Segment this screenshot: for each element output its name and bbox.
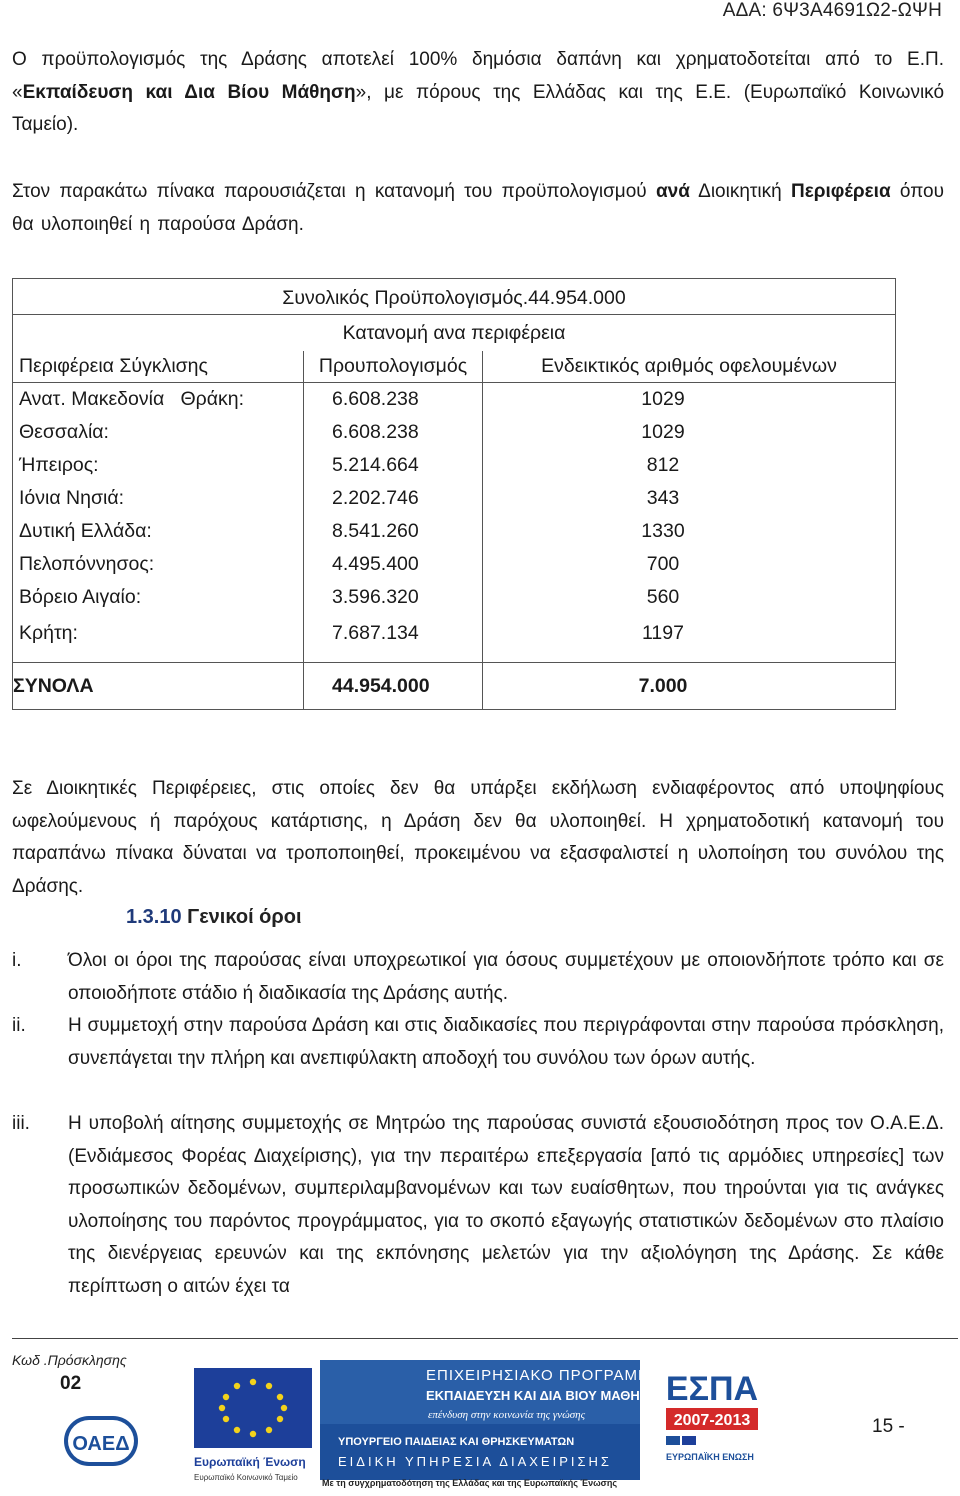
- table-row: [13, 515, 896, 548]
- table-row: [13, 614, 896, 663]
- esf-label: Ευρωπαϊκό Κοινωνικό Ταμείο: [194, 1473, 298, 1482]
- intro-paragraph-2: [12, 176, 944, 241]
- term-marker: i.: [12, 950, 22, 971]
- text-span: όπου θα υλοποιηθεί η παρούσα Δράση.: [12, 181, 945, 235]
- table-row: [13, 449, 896, 482]
- table-row: [13, 416, 896, 449]
- table-header-row: [13, 351, 896, 383]
- text-span: », με πόρους της Ελλάδας και της Ε.Ε. (Ευρωπαϊκό Κοινωνικό Ταμείο).: [12, 81, 945, 135]
- intro-paragraph-1: [12, 44, 944, 142]
- after-table-paragraph: Σε Διοικητικές Περιφέρειες, στις οποίες δεν θα υπάρξει εκδήλωση ενδιαφέροντος από υποψηφίους ωφελούμενους ή παρόχους κατάρτισης, η Δράση δεν θα υλοποιηθεί. Η χρηματοδοτική κατανομή του παραπάνω πίνακα δύναται να τροποποιηθεί, προκειμένου να εξασφαλιστεί η υλοποίηση του συνόλου της Δράσης.: [12, 778, 944, 897]
- term-item: [12, 1010, 944, 1075]
- page-number: 15 -: [872, 1416, 905, 1437]
- totals-beneficiaries: 7.000: [483, 663, 896, 710]
- cell-region: Κρήτη:: [13, 614, 304, 663]
- cell-budget: 6.608.238: [304, 383, 483, 417]
- term-text: Η συμμετοχή στην παρούσα Δράση και στις διαδικασίες που περιγράφονται στην παρούσα πρόσκληση, συνεπάγεται την πλήρη και ανεπιφύλακτη αποδοχή του συνόλου των όρων αυτής.: [68, 1015, 944, 1069]
- call-code-label: Κωδ .Πρόσκλησης: [12, 1352, 127, 1368]
- espa-subtext: ΕΥΡΩΠΑΪΚΗ ΕΝΩΣΗ: [666, 1452, 754, 1462]
- banner-line-5: ΕΙΔΙΚΗ ΥΠΗΡΕΣΙΑ ΔΙΑΧΕΙΡΙΣΗΣ: [338, 1454, 612, 1469]
- table-row: [13, 548, 896, 581]
- cell-budget: 7.687.134: [304, 614, 483, 663]
- cell-beneficiaries: 700: [483, 548, 896, 581]
- cell-beneficiaries: 1029: [483, 416, 896, 449]
- oaed-logo: [64, 1410, 138, 1472]
- banner-line-3: επένδυση στην κοινωνία της γνώσης: [428, 1409, 586, 1421]
- totals-label: ΣΥΝΟΛΑ: [13, 663, 304, 710]
- bold-text: Περιφέρεια: [790, 181, 891, 202]
- term-marker: ii.: [12, 1015, 26, 1036]
- ada-code: ΑΔΑ: 6Ψ3Α4691Ω2-ΩΨΗ: [722, 0, 942, 21]
- term-marker: iii.: [12, 1113, 30, 1134]
- totals-budget: 44.954.000: [304, 663, 483, 710]
- cell-budget: 2.202.746: [304, 482, 483, 515]
- cell-beneficiaries: 343: [483, 482, 896, 515]
- text-span: Ο προϋπολογισμός της Δράσης αποτελεί 100% δημόσια δαπάνη και χρηματοδοτείται από το Ε.Π. «: [12, 49, 944, 103]
- text-span: Στον παρακάτω πίνακα παρουσιάζεται η κατανομή του προϋπολογισμού: [12, 181, 656, 202]
- table-subtitle: Κατανομή ανα περιφέρεια: [13, 315, 896, 352]
- table-totals-row: [13, 663, 896, 710]
- cell-region: Ιόνια Νησιά:: [13, 482, 304, 515]
- program-name: Εκπαίδευση και Δια Βίου Μάθηση: [22, 81, 356, 103]
- footer-divider: [12, 1338, 958, 1339]
- term-item: [12, 1108, 944, 1303]
- espa-years: 2007-2013: [673, 1412, 751, 1429]
- cell-budget: 3.596.320: [304, 581, 483, 614]
- table-row: [13, 581, 896, 614]
- espa-logo-text: ΕΣΠΑ: [665, 1370, 759, 1408]
- cell-beneficiaries: 560: [483, 581, 896, 614]
- section-number: 1.3.10: [126, 906, 182, 928]
- table-row: [13, 383, 896, 417]
- table-subtitle-row: [13, 315, 896, 352]
- program-banner: [320, 1360, 808, 1488]
- cell-beneficiaries: 812: [483, 449, 896, 482]
- term-text: Όλοι οι όροι της παρούσας είναι υποχρεωτικοί για όσους συμμετέχουν με οποιονδήποτε τρόπο και σε οποιοδήποτε στάδιο ή διαδικασία της Δράσης αυτής.: [68, 950, 944, 1004]
- cell-budget: 8.541.260: [304, 515, 483, 548]
- cell-budget: 5.214.664: [304, 449, 483, 482]
- eu-label: Ευρωπαϊκή Ένωση: [194, 1455, 306, 1469]
- section-title: Γενικοί όροι: [181, 906, 302, 928]
- text-span: Διοικητική: [689, 181, 791, 202]
- cell-region: Πελοπόννησος:: [13, 548, 304, 581]
- term-item: [12, 945, 944, 1010]
- banner-line-6: Με τη συγχρηματοδότηση της Ελλάδας και της Ευρωπαϊκής Ένωσης: [322, 1478, 618, 1488]
- header-beneficiaries: Ενδεικτικός αριθμός οφελουμένων: [483, 351, 896, 383]
- table-title: Συνολικός Προϋπολογισμός.44.954.000: [13, 279, 896, 315]
- bold-text: ανά: [655, 181, 690, 202]
- section-heading: [126, 906, 302, 929]
- cell-beneficiaries: 1197: [483, 614, 896, 663]
- call-code-value: 02: [60, 1373, 82, 1394]
- cell-budget: 4.495.400: [304, 548, 483, 581]
- cell-beneficiaries: 1330: [483, 515, 896, 548]
- budget-table: [12, 278, 896, 710]
- header-budget: Προυπολογισμός: [304, 351, 483, 383]
- banner-line-4: ΥΠΟΥΡΓΕΙΟ ΠΑΙΔΕΙΑΣ ΚΑΙ ΘΡΗΣΚΕΥΜΑΤΩΝ: [338, 1436, 575, 1448]
- cell-beneficiaries: 1029: [483, 383, 896, 417]
- cell-region: Θεσσαλία:: [13, 416, 304, 449]
- term-text: Η υποβολή αίτησης συμμετοχής σε Μητρώο της παρούσας συνιστά εξουσιοδότηση προς τον Ο.Α.Ε.Δ. (Ενδιάμεσος Φορέας Διαχείρισης), για την περαιτέρω επεξεργασία [από τις αρμόδιες υπηρεσίες] των προσωπικών δεδομένων, συμπεριλαμβανομένων και των ευαίσθητων, που τηρούνται για τις ανάγκες υλοποίησης του παρόντος προγράμματος, για το σκοπό εξαγωγής στατιστικών δεδομένων στο πλαίσιο της διενέργειας ερευνών και της εκπόνησης μελετών για την αξιολόγηση της Δράσης. Σε κάθε περίπτωση ο αιτών έχει τα: [68, 1113, 944, 1297]
- oaed-logo-text: ΟΑΕΔ: [72, 1433, 130, 1455]
- cell-region: Βόρειο Αιγαίο:: [13, 581, 304, 614]
- table-row: [13, 482, 896, 515]
- eu-logo: [192, 1366, 314, 1488]
- cell-region: Δυτική Ελλάδα:: [13, 515, 304, 548]
- table-title-row: [13, 279, 896, 315]
- cell-region: Ανατ. Μακεδονία Θράκη:: [13, 383, 304, 417]
- banner-line-1: ΕΠΙΧΕΙΡΗΣΙΑΚΟ ΠΡΟΓΡΑΜΜΑ: [426, 1367, 663, 1384]
- banner-line-2: ΕΚΠΑΙΔΕΥΣΗ ΚΑΙ ΔΙΑ ΒΙΟΥ ΜΑΘΗΣΗ: [426, 1388, 657, 1403]
- cell-budget: 6.608.238: [304, 416, 483, 449]
- header-region: Περιφέρεια Σύγκλισης: [13, 351, 304, 383]
- cell-region: Ήπειρος:: [13, 449, 304, 482]
